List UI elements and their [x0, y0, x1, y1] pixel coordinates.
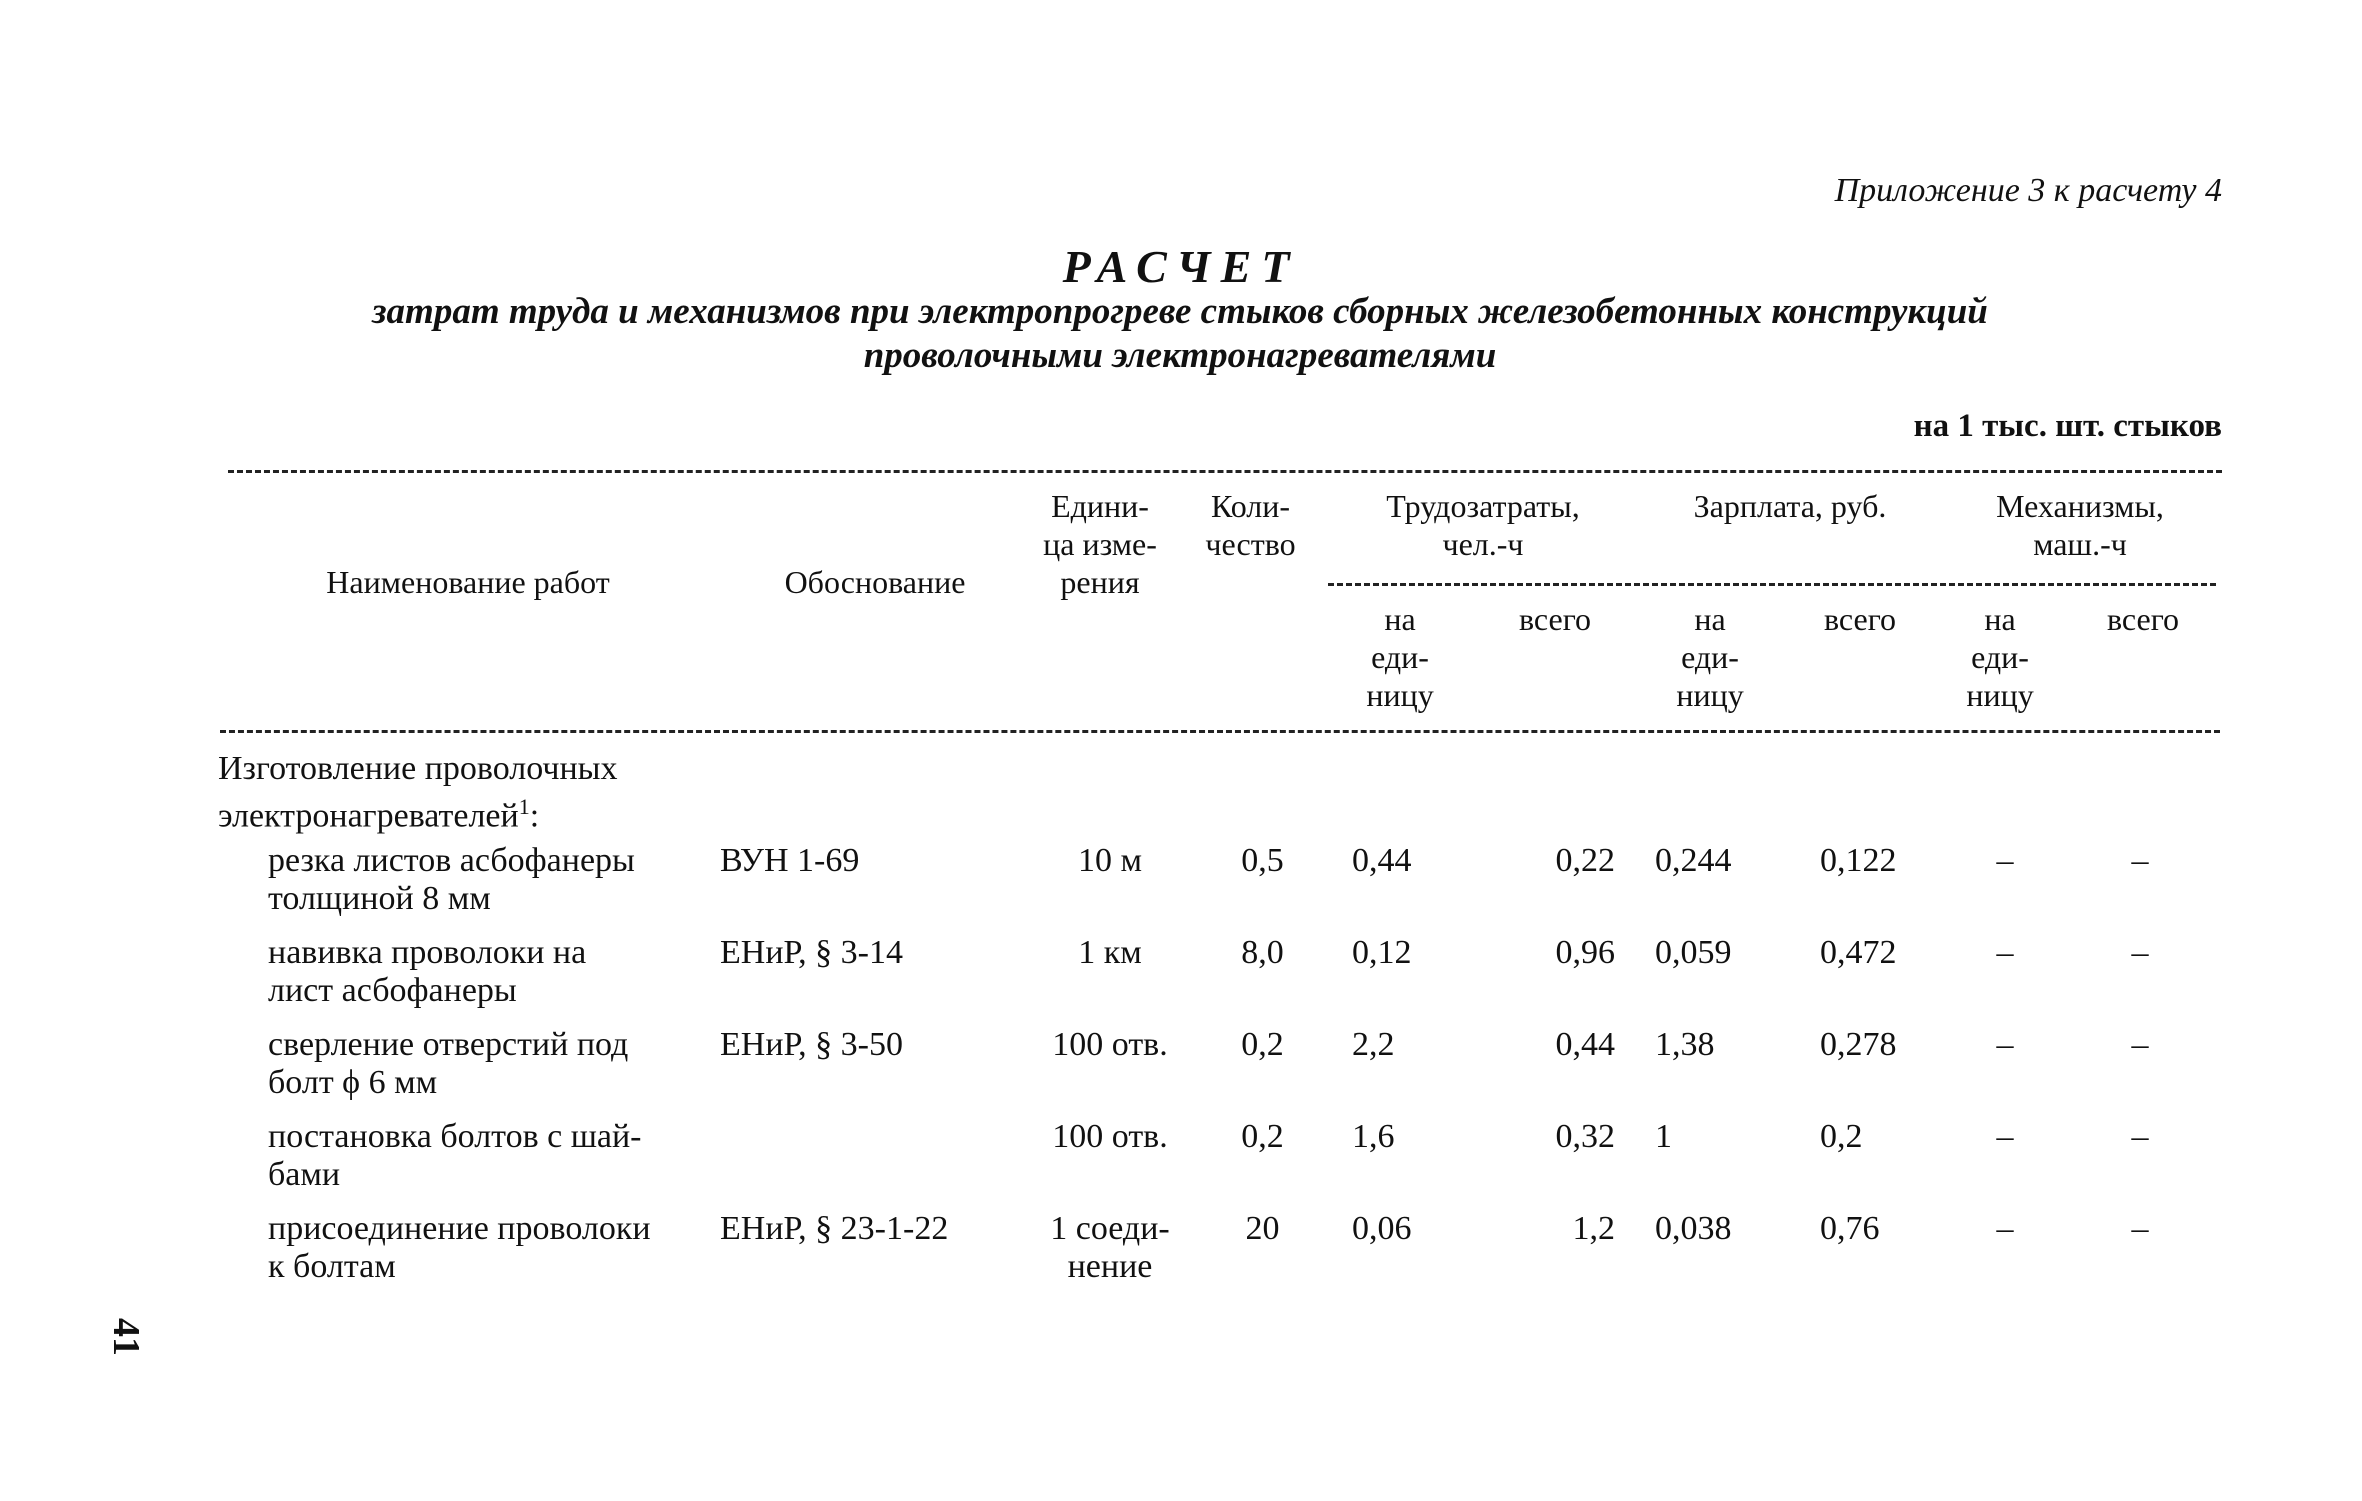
cell-labor-total: 0,96 — [1555, 934, 1615, 971]
cell-basis: ЕНиР, § 3-14 — [720, 934, 903, 971]
cell-mech-total: – — [2131, 842, 2149, 879]
table-top-rule — [228, 470, 2222, 473]
appendix-note: Приложение 3 к расчету 4 — [1834, 172, 2222, 209]
cell-qty: 0,5 — [1241, 842, 1284, 879]
header-unit: Едини- ца изме- рения — [1043, 488, 1157, 600]
page-title: РАСЧЕТ — [1062, 241, 1300, 292]
cell-labor-unit: 0,06 — [1352, 1210, 1412, 1247]
cell-wage-total: 0,278 — [1820, 1026, 1897, 1063]
cell-labor-total: 1,2 — [1572, 1210, 1615, 1247]
page-subtitle — [180, 290, 2180, 378]
cell-labor-unit: 2,2 — [1352, 1026, 1395, 1063]
cell-mech-total: – — [2131, 1026, 2149, 1063]
cell-labor-total: 0,44 — [1555, 1026, 1615, 1063]
cell-unit: 100 отв. — [1052, 1118, 1168, 1155]
cell-labor-unit: 0,44 — [1352, 842, 1412, 879]
cell-mech-unit: – — [1996, 842, 2014, 879]
cell-labor-unit: 0,12 — [1352, 934, 1412, 971]
cell-wage-unit: 1 — [1655, 1118, 1672, 1155]
cell-mech-unit: – — [1996, 1026, 2014, 1063]
cell-unit: 1 км — [1078, 934, 1142, 971]
header-qty: Коли- чество — [1205, 488, 1296, 562]
section-heading: Изготовление проволочных электронагревателей$^1$: — [218, 750, 618, 835]
header-basis: Обоснование — [784, 564, 966, 600]
subheader-mech-per-unit: на еди- ницу — [1966, 601, 2034, 713]
cell-mech-total: – — [2131, 1210, 2149, 1247]
cell-basis: ВУН 1-69 — [720, 842, 860, 879]
cell-name: сверление отверстий под болт ϕ 6 мм — [268, 1026, 629, 1101]
cell-qty: 20 — [1245, 1210, 1280, 1247]
subheader-wage-total: всего — [1823, 601, 1897, 637]
cell-mech-total: – — [2131, 1118, 2149, 1155]
cell-labor-unit: 1,6 — [1352, 1118, 1395, 1155]
header-name: Наименование работ — [326, 564, 610, 600]
header-bottom-rule — [220, 730, 2220, 733]
cell-qty: 8,0 — [1241, 934, 1284, 971]
cell-labor-total: 0,32 — [1555, 1118, 1615, 1155]
unit-note: на 1 тыс. шт. стыков — [1913, 408, 2222, 444]
header-sub-rule — [1328, 583, 2216, 586]
cell-wage-total: 0,2 — [1820, 1118, 1863, 1155]
cell-unit: 10 м — [1077, 842, 1142, 879]
header-labor: Трудозатраты, чел.-ч — [1386, 488, 1580, 562]
cell-basis: ЕНиР, § 3-50 — [720, 1026, 903, 1063]
footnote-marker: 1 — [518, 794, 530, 819]
cell-wage-total: 0,472 — [1820, 934, 1897, 971]
cell-name: присоединение проволоки к болтам — [268, 1210, 651, 1285]
cell-mech-unit: – — [1996, 1118, 2014, 1155]
cell-wage-total: 0,122 — [1820, 842, 1897, 879]
cell-mech-unit: – — [1996, 934, 2014, 971]
subtitle-line-2: проволочными электронагревателями — [863, 335, 1497, 376]
header-mech: Механизмы, маш.-ч — [1996, 488, 2164, 562]
subheader-mech-total: всего — [2106, 601, 2180, 637]
cell-name: резка листов асбофанеры толщиной 8 мм — [268, 842, 635, 917]
subheader-wage-per-unit: на еди- ницу — [1676, 601, 1744, 713]
cell-mech-total: – — [2131, 934, 2149, 971]
cell-qty: 0,2 — [1241, 1118, 1284, 1155]
cell-wage-unit: 1,38 — [1655, 1026, 1715, 1063]
page-number: 41 — [105, 1318, 147, 1356]
cell-name: постановка болтов с шай- бами — [268, 1118, 642, 1193]
cell-mech-unit: – — [1996, 1210, 2014, 1247]
cell-basis: ЕНиР, § 23-1-22 — [720, 1210, 949, 1247]
cell-name: навивка проволоки на лист асбофанеры — [268, 934, 587, 1009]
subheader-labor-total: всего — [1518, 601, 1592, 637]
cell-wage-total: 0,76 — [1820, 1210, 1880, 1247]
cell-wage-unit: 0,244 — [1655, 842, 1732, 879]
cell-wage-unit: 0,059 — [1655, 934, 1732, 971]
cell-qty: 0,2 — [1241, 1026, 1284, 1063]
cell-unit: 100 отв. — [1052, 1026, 1168, 1063]
subheader-labor-per-unit: на еди- ницу — [1366, 601, 1434, 713]
cell-unit: 1 соеди- нение — [1050, 1210, 1170, 1285]
cell-wage-unit: 0,038 — [1655, 1210, 1732, 1247]
header-wage: Зарплата, руб. — [1693, 488, 1887, 524]
subtitle-line-1: затрат труда и механизмов при электропрогреве стыков сборных железобетонных конструкций — [372, 291, 1988, 332]
cell-labor-total: 0,22 — [1555, 842, 1615, 879]
